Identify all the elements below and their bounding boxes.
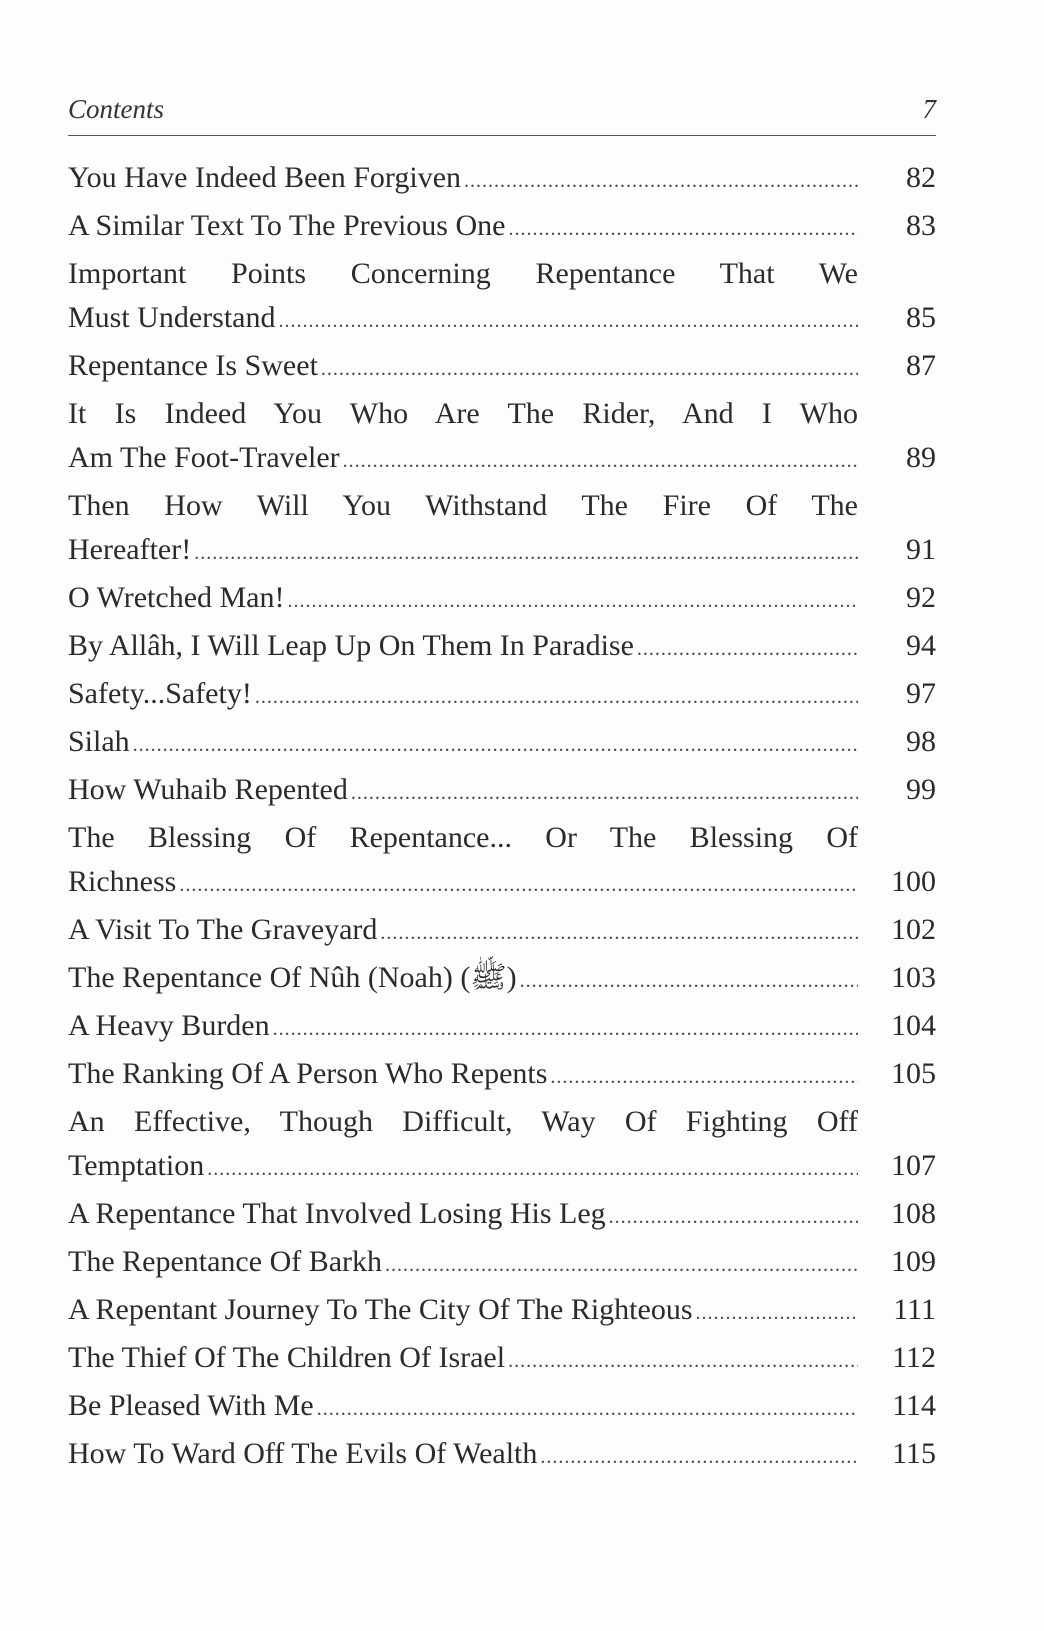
toc-entry-page: 83	[906, 209, 936, 242]
toc-entry-page: 114	[892, 1389, 936, 1422]
toc-entry-title: The Repentance Of Nûh (Noah) (ﷺ)	[68, 961, 517, 994]
toc-entry-title: Safety...Safety!	[68, 677, 252, 710]
toc-entry	[68, 816, 936, 908]
toc-entry-title: The Repentance Of Barkh	[68, 1245, 383, 1278]
toc-entry	[68, 1240, 936, 1288]
running-head	[68, 92, 936, 132]
toc-entry-page: 112	[892, 1341, 936, 1374]
dot-leader	[520, 959, 858, 1003]
toc-entry-title: A Repentance That Involved Losing His Leg	[68, 1197, 606, 1230]
toc-entry-title: How Wuhaib Repented	[68, 773, 348, 806]
dot-leader	[609, 1195, 858, 1239]
toc-entry-page: 105	[891, 1057, 936, 1090]
toc-entry-title: How To Ward Off The Evils Of Wealth	[68, 1437, 538, 1470]
dot-leader	[380, 911, 858, 955]
toc-entry	[68, 1432, 936, 1480]
toc-entry	[68, 344, 936, 392]
toc-entry	[68, 1336, 936, 1384]
toc-entry-page: 115	[892, 1437, 936, 1470]
toc-entry-page: 98	[906, 725, 936, 758]
toc-entry-title: A Visit To The Graveyard	[68, 913, 378, 946]
toc-entry-title: Repentance Is Sweet	[68, 349, 318, 382]
dot-leader	[540, 1435, 858, 1479]
toc-entry	[68, 156, 936, 204]
toc-entry	[68, 1384, 936, 1432]
toc-entry-title-line2: Must Understand	[68, 301, 276, 334]
toc-entry-page: 108	[891, 1197, 936, 1230]
toc-entry-title: The Ranking Of A Person Who Repents	[68, 1057, 548, 1090]
toc-entry-title: You Have Indeed Been Forgiven	[68, 161, 462, 194]
toc-entry	[68, 1100, 936, 1192]
dot-leader	[288, 579, 859, 623]
toc-entry-page: 94	[906, 629, 936, 662]
table-of-contents	[68, 156, 936, 1480]
toc-entry	[68, 1004, 936, 1052]
dot-leader	[550, 1055, 858, 1099]
toc-entry-title-line1: Then How Will You Withstand The Fire Of The	[68, 489, 858, 522]
toc-entry-title-line2: Am The Foot-Traveler	[68, 441, 340, 474]
toc-entry-page: 103	[891, 961, 936, 994]
toc-entry	[68, 1192, 936, 1240]
toc-entry-page: 107	[891, 1149, 936, 1182]
toc-entry	[68, 768, 936, 816]
toc-entry-page: 109	[891, 1245, 936, 1278]
dot-leader	[194, 531, 858, 572]
toc-entry-page: 97	[906, 677, 936, 710]
toc-entry	[68, 1052, 936, 1100]
toc-entry	[68, 392, 936, 484]
dot-leader	[343, 439, 858, 480]
toc-entry-title-line2: Richness	[68, 865, 177, 898]
toc-entry-page: 102	[891, 913, 936, 946]
dot-leader	[351, 771, 858, 815]
toc-entry-title-line1: An Effective, Though Difficult, Way Of Fighting Off	[68, 1105, 858, 1138]
toc-entry-title: A Similar Text To The Previous One	[68, 209, 506, 242]
header-rule	[68, 135, 936, 136]
toc-entry-page: 100	[891, 865, 936, 898]
dot-leader	[637, 627, 858, 671]
toc-entry	[68, 252, 936, 344]
toc-entry	[68, 672, 936, 720]
toc-entry	[68, 624, 936, 672]
dot-leader	[385, 1243, 858, 1287]
toc-entry-page: 104	[891, 1009, 936, 1042]
toc-entry-page: 99	[906, 773, 936, 806]
toc-entry-page: 111	[893, 1293, 936, 1326]
toc-entry	[68, 576, 936, 624]
toc-entry	[68, 204, 936, 252]
dot-leader	[255, 675, 858, 719]
toc-entry	[68, 484, 936, 576]
toc-entry-page: 85	[906, 301, 936, 334]
toc-entry	[68, 720, 936, 768]
running-head-title: Contents	[68, 94, 165, 124]
toc-entry	[68, 956, 936, 1004]
dot-leader	[464, 159, 858, 203]
toc-entry-page: 87	[906, 349, 936, 382]
toc-entry	[68, 1288, 936, 1336]
toc-entry-title-line2: Hereafter!	[68, 533, 192, 566]
dot-leader	[278, 299, 858, 340]
dot-leader	[508, 1339, 858, 1383]
toc-entry-title: Be Pleased With Me	[68, 1389, 314, 1422]
toc-entry-page: 82	[906, 161, 936, 194]
toc-entry-title-line2: Temptation	[68, 1149, 205, 1182]
toc-entry-title: The Thief Of The Children Of Israel	[68, 1341, 506, 1374]
dot-leader	[273, 1007, 858, 1051]
toc-entry-title: A Heavy Burden	[68, 1009, 270, 1042]
toc-entry-title-line1: It Is Indeed You Who Are The Rider, And I Who	[68, 397, 858, 430]
dot-leader	[207, 1147, 858, 1188]
dot-leader	[133, 723, 858, 767]
toc-entry-title-line1: Important Points Concerning Repentance That We	[68, 257, 858, 290]
dot-leader	[696, 1291, 858, 1335]
dot-leader	[321, 347, 858, 391]
running-head-page-number: 7	[922, 94, 936, 124]
dot-leader	[317, 1387, 858, 1431]
toc-entry-page: 92	[906, 581, 936, 614]
toc-entry-title-line1: The Blessing Of Repentance... Or The Blessing Of	[68, 821, 858, 854]
toc-entry-page: 91	[906, 533, 936, 566]
toc-entry-title: A Repentant Journey To The City Of The Righteous	[68, 1293, 693, 1326]
toc-entry-title: By Allâh, I Will Leap Up On Them In Paradise	[68, 629, 634, 662]
toc-entry-title: Silah	[68, 725, 130, 758]
toc-entry	[68, 908, 936, 956]
toc-entry-title: O Wretched Man!	[68, 581, 285, 614]
dot-leader	[179, 863, 858, 904]
dot-leader	[508, 207, 858, 251]
toc-entry-page: 89	[906, 441, 936, 474]
